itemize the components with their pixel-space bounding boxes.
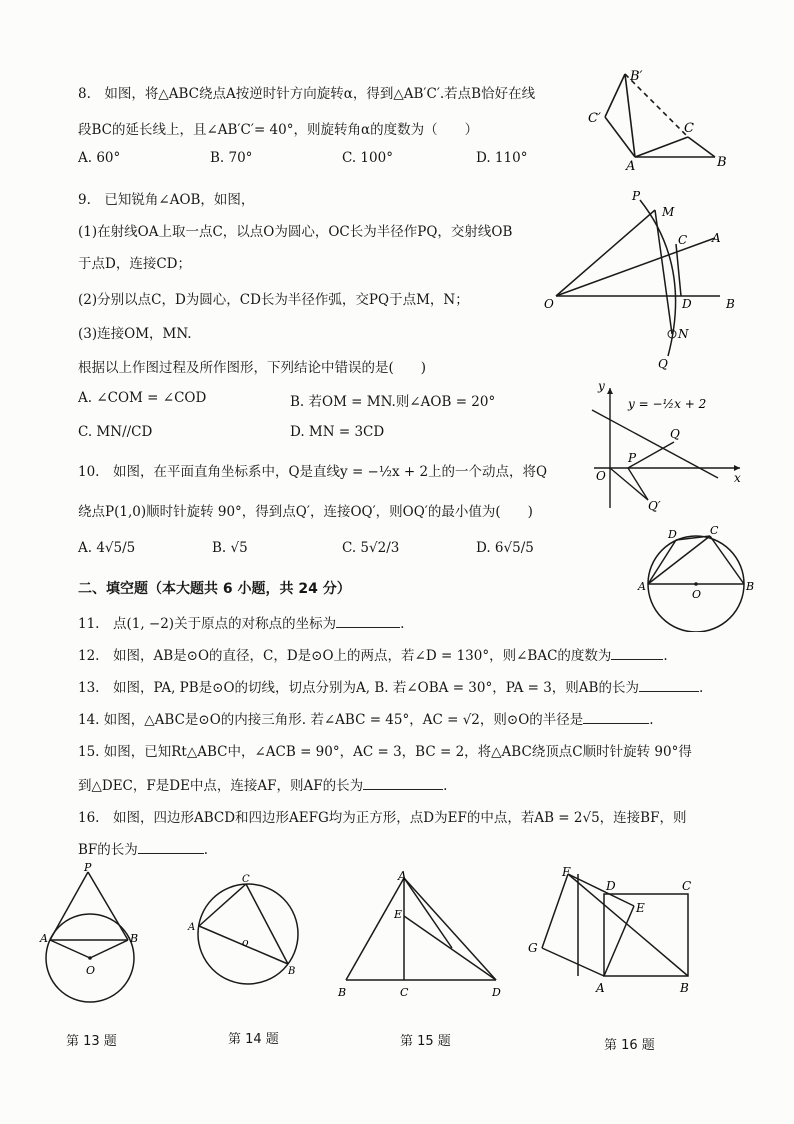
fig14-label-o: o bbox=[242, 936, 249, 949]
fig14-label-b: B bbox=[288, 966, 296, 977]
q11-prompt: 11. 点(1, −2)关于原点的对称点的坐标为 bbox=[78, 616, 337, 632]
fig10-label-line-equation: y = −½x + 2 bbox=[628, 397, 707, 411]
figure-q16-squares bbox=[522, 864, 702, 1004]
fig9-label-o: O bbox=[544, 297, 554, 311]
fig15-label-d: D bbox=[492, 986, 501, 999]
q9-ask: 根据以上作图过程及所作图形，下列结论中错误的是( ) bbox=[78, 360, 427, 376]
q13-answer-blank[interactable] bbox=[639, 679, 699, 692]
fig10-label-p: P bbox=[628, 451, 637, 465]
fig9-label-a: A bbox=[712, 231, 721, 245]
fig16-label-c: C bbox=[682, 879, 692, 893]
q9-step2: (2)分别以点C，D为圆心，CD长为半径作弧，交PQ于点M，N； bbox=[78, 292, 469, 308]
fig9-label-n: N bbox=[678, 327, 689, 341]
fig8-label-b: B bbox=[717, 155, 727, 170]
fig12-label-a: A bbox=[638, 580, 646, 593]
fig8-label-c-prime: C′ bbox=[588, 111, 601, 126]
q9-option-a: A. ∠COM = ∠COD bbox=[78, 390, 207, 406]
fig10-label-o: O bbox=[596, 469, 606, 483]
q15-line1: 15. 如图，已知Rt△ABC中，∠ACB = 90°，AC = 3，BC = 2，将△ABC绕顶点C顺时针旋转 90°得 bbox=[78, 744, 692, 760]
q9-step1a: (1)在射线OA上取一点C，以点O为圆心，OC长为半径作PQ，交射线OB bbox=[78, 224, 513, 240]
q10-option-c: C. 5√2/3 bbox=[342, 540, 400, 556]
q8-option-b: B. 70° bbox=[210, 150, 253, 166]
q8-option-a: A. 60° bbox=[78, 150, 121, 166]
q10-line2: 绕点P(1,0)顺时针旋转 90°，得到点Q′，连接OQ′，则OQ′的最小值为( ) bbox=[78, 504, 533, 520]
q9-line1: 9. 已知锐角∠AOB，如图， bbox=[78, 192, 255, 208]
fig10-label-q-prime: Q′ bbox=[648, 499, 661, 513]
fig9-label-d: D bbox=[682, 297, 692, 311]
q9-step1b: 于点D，连接CD； bbox=[78, 256, 191, 272]
figure-q10-coordinate bbox=[588, 378, 748, 518]
q12-text: 12. 如图，AB是⊙O的直径，C，D是⊙O上的两点，若∠D = 130°，则∠BAC的度数为 . bbox=[78, 648, 668, 664]
q10-line1: 10. 如图，在平面直角坐标系中，Q是直线y = −½x + 2上的一个动点，将Q bbox=[78, 464, 548, 480]
fig16-label-b: B bbox=[680, 981, 689, 995]
caption-q14: 第 14 题 bbox=[228, 1032, 279, 1047]
q14-text: 14. 如图，△ABC是⊙O的内接三角形. 若∠ABC = 45°，AC = √2，则⊙O的半径是 . bbox=[78, 712, 654, 728]
fig16-label-e: E bbox=[636, 901, 645, 915]
fig16-label-d: D bbox=[606, 879, 616, 893]
fig9-label-b: B bbox=[726, 297, 735, 311]
caption-q16: 第 16 题 bbox=[604, 1038, 655, 1053]
fig13-label-p: P bbox=[84, 862, 92, 874]
figure-q9-construction bbox=[540, 186, 740, 376]
q11-answer-blank[interactable] bbox=[336, 615, 400, 628]
fig15-label-c: C bbox=[400, 986, 409, 999]
q9-option-c: C. MN//CD bbox=[78, 424, 153, 440]
fig15-label-a: A bbox=[398, 869, 407, 883]
fig13-label-a: A bbox=[40, 932, 48, 945]
q8-line2: 段BC的延长线上，且∠AB′C′= 40°，则旋转角α的度数为（ ） bbox=[78, 122, 479, 138]
fig9-label-m: M bbox=[662, 205, 675, 219]
fig16-label-a: A bbox=[596, 981, 605, 995]
q16-line1: 16. 如图，四边形ABCD和四边形AEFG均为正方形，点D为EF的中点，若AB = 2√5，连接BF，则 bbox=[78, 810, 687, 826]
fig13-label-b: B bbox=[130, 932, 139, 945]
q13-text: 13. 如图，PA, PB是⊙O的切线，切点分别为A, B. 若∠OBA = 30°，PA = 3，则AB的长为 . bbox=[78, 680, 704, 696]
fig13-label-o: O bbox=[86, 964, 96, 977]
fig14-label-a: A bbox=[188, 922, 196, 933]
fig12-label-d: D bbox=[668, 528, 677, 541]
fig15-label-e: E bbox=[394, 908, 403, 921]
q14-prompt: 14. 如图，△ABC是⊙O的内接三角形. 若∠ABC = 45°，AC = √2，则⊙O的半径是 bbox=[78, 712, 584, 728]
q16-text: BF的长为 . bbox=[78, 842, 209, 858]
q16-answer-blank[interactable] bbox=[138, 841, 204, 854]
q9-option-d: D. MN = 3CD bbox=[290, 424, 385, 440]
q10-option-d: D. 6√5/5 bbox=[476, 540, 534, 556]
fig8-label-a: A bbox=[626, 159, 636, 172]
q8-option-d: D. 110° bbox=[476, 150, 528, 166]
q8-option-c: C. 100° bbox=[342, 150, 393, 166]
fig14-label-c: C bbox=[242, 874, 250, 885]
caption-q15: 第 15 题 bbox=[400, 1034, 451, 1049]
figure-q13-tangents bbox=[36, 862, 156, 1012]
q10-option-b: B. √5 bbox=[212, 540, 248, 556]
q9-option-b: B. 若OM = MN.则∠AOB = 20° bbox=[290, 394, 496, 410]
q12-prompt: 12. 如图，AB是⊙O的直径，C，D是⊙O上的两点，若∠D = 130°，则∠BAC的度数为 bbox=[78, 648, 612, 664]
fig12-label-o: O bbox=[692, 588, 702, 601]
caption-q13: 第 13 题 bbox=[66, 1034, 117, 1049]
figure-q14-inscribed bbox=[184, 870, 308, 990]
fig16-label-g: G bbox=[528, 941, 538, 955]
fig9-label-p: P bbox=[632, 189, 641, 203]
figure-q12-circle bbox=[636, 522, 762, 632]
fig10-label-q: Q bbox=[670, 427, 680, 441]
fig8-label-c: C bbox=[684, 121, 694, 136]
fig8-label-b-prime: B′ bbox=[630, 69, 643, 84]
q13-prompt: 13. 如图，PA, PB是⊙O的切线，切点分别为A, B. 若∠OBA = 30°，PA = 3，则AB的长为 bbox=[78, 680, 639, 696]
q16-prompt: BF的长为 bbox=[78, 842, 138, 858]
fig16-label-f: F bbox=[562, 865, 571, 879]
figure-q15-triangles bbox=[334, 866, 514, 1000]
q11-text: 11. 点(1, −2)关于原点的对称点的坐标为 . bbox=[78, 616, 405, 632]
figure-q8-rotation bbox=[580, 62, 740, 172]
q12-answer-blank[interactable] bbox=[611, 647, 663, 660]
fig9-label-q: Q bbox=[658, 357, 668, 371]
q9-step3: (3)连接OM，MN. bbox=[78, 326, 192, 342]
q15-prompt: 到△DEC，F是DE中点，连接AF，则AF的长为 bbox=[78, 778, 364, 794]
fig10-label-y: y bbox=[598, 379, 605, 393]
q15-answer-blank[interactable] bbox=[363, 777, 443, 790]
fig12-label-b: B bbox=[746, 580, 755, 593]
fig15-label-b: B bbox=[338, 986, 347, 999]
q8-line1: 8. 如图，将△ABC绕点A按逆时针方向旋转α，得到△AB′C′.若点B恰好在线 bbox=[78, 86, 536, 102]
section-fill-in-title: 二、填空题（本大题共 6 小题，共 24 分） bbox=[78, 581, 351, 597]
q10-option-a: A. 4√5/5 bbox=[78, 540, 136, 556]
fig12-label-c: C bbox=[710, 524, 719, 537]
q15-text: 到△DEC，F是DE中点，连接AF，则AF的长为 . bbox=[78, 778, 448, 794]
fig9-label-c: C bbox=[678, 233, 688, 247]
fig10-label-x: x bbox=[734, 471, 741, 485]
q14-answer-blank[interactable] bbox=[583, 711, 649, 724]
